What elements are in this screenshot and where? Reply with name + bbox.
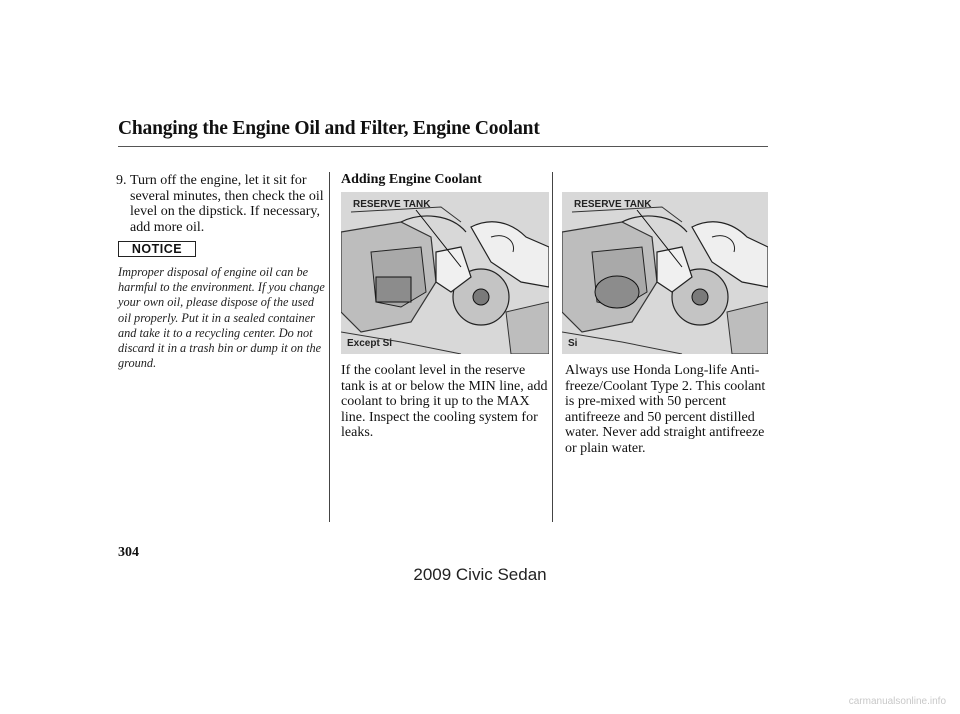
engine-bay-illustration [341,192,549,354]
page-number: 304 [118,545,139,560]
figure-caption: Si [568,338,578,349]
figure-label-reserve-tank: RESERVE TANK [353,199,431,210]
column-divider-right [552,172,553,522]
watermark: carmanualsonline.info [848,696,946,707]
header-divider [118,146,768,147]
page-title: Changing the Engine Oil and Filter, Engine Coolant [118,118,540,139]
section-title: Adding Engine Coolant [341,172,482,187]
step-number: 9. [116,173,127,188]
footer-model: 2009 Civic Sedan [413,565,547,584]
figure-caption: Except Si [347,338,393,349]
engine-bay-illustration [562,192,768,354]
engine-figure-except-si [341,192,549,354]
step-text: Turn off the engine, let it sit for several minutes, then check the oil level on the dipstick. If necessary, add more oil. [130,173,324,235]
coolant-level-paragraph: If the coolant level in the reserve tank is at or below the MIN line, add coolant to bring it up to the MAX line. Inspect the cooling system for leaks. [341,363,548,441]
figure-label-reserve-tank: RESERVE TANK [574,199,652,210]
notice-label: NOTICE [118,241,196,257]
coolant-type-paragraph: Always use Honda Long-life Anti-freeze/Coolant Type 2. This coolant is pre-mixed with 50 percent antifreeze and 50 percent distilled water. Never add straight antifreeze or plain water. [565,363,766,456]
notice-text: Improper disposal of engine oil can be harmful to the environment. If you change your own oil, please dispose of the used oil properly. Put it in a sealed container and take it to a recycling center. Do not discard it in a trash bin or dump it on the ground. [118,265,325,371]
engine-figure-si [562,192,768,354]
